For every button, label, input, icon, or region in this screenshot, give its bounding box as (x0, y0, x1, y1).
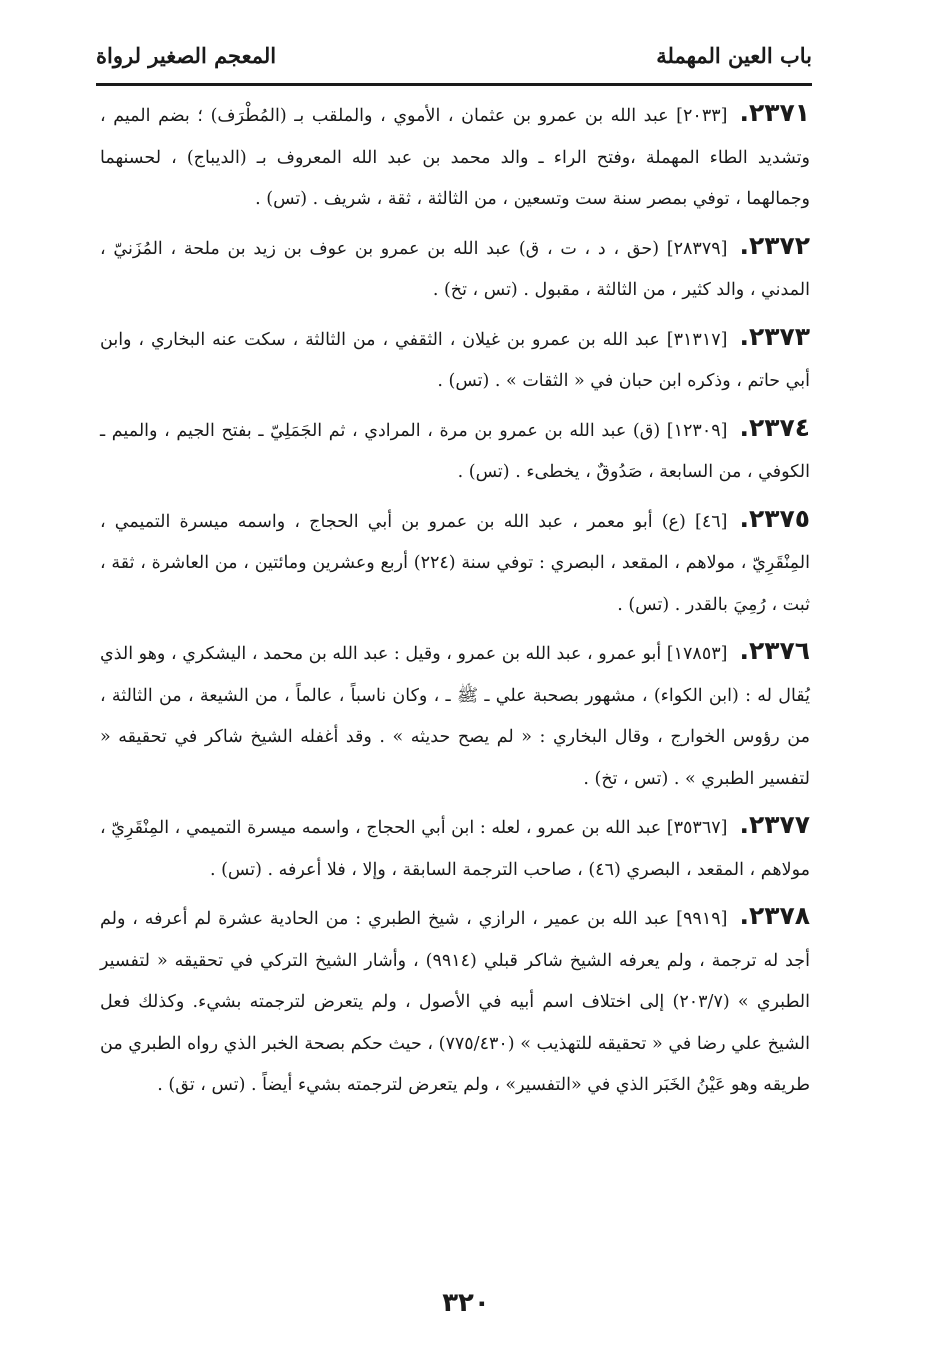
entry-text: [٢٨٣٧٩] (حق ، د ، ت ، ق) عبد الله بن عمرو بن عوف بن زيد بن ملحة ، المُزَنيّ ، المدني ، والد كثير ، من الثالثة ، مقبول . (تس ، تخ) . (100, 238, 810, 300)
chapter-title: باب العين المهملة (656, 42, 812, 68)
entries-list (100, 92, 810, 1111)
entry-number: ٢٣٧٣. (739, 321, 810, 351)
entry-text: [١٢٣٠٩] (ق) عبد الله بن عمرو بن مرة ، المرادي ، ثم الجَمَلِيّ ـ بفتح الجيم ، والميم ـ الكوفي ، من السابعة ، صَدُوقٌ ، يخطىء . (تس) . (100, 420, 810, 482)
entry-2376 (100, 630, 810, 800)
book-title: المعجم الصغير لرواة (96, 42, 277, 68)
entry-number: ٢٣٧١. (739, 98, 810, 127)
entry-text: [٤٦] (ع) أبو معمر ، عبد الله بن عمرو بن أبي الحجاج ، واسمه ميسرة التميمي ، المِنْقَرِيّ ، مولاهم ، المقعد ، البصري : توفي سنة (٢٢٤) أربع وعشرين ومائتين ، من العاشرة ، ثقة ، ثبت ، رُمِيَ بالقدر . (تس) . (100, 511, 810, 615)
entry-text: [٣١٣١٧] عبد الله بن عمرو بن غيلان ، الثقفي ، من الثالثة ، سكت عنه البخاري ، وابن أبي حاتم ، وذكره ابن حبان في « الثقات » . (تس) . (100, 329, 810, 391)
entry-number: ٢٣٧٢. (739, 230, 810, 260)
entry-2375 (100, 498, 810, 627)
entry-number: ٢٣٧٥. (739, 503, 810, 533)
entry-2374 (100, 407, 810, 494)
entry-text: [٩٩١٩] عبد الله بن عمير ، الرازي ، شيخ الطبري : من الحادية عشرة لم أعرفه ، ولم أجد له ترجمة ، ولم يعرفه الشيخ شاكر قبلي (٩٩١٤) ، وأشار الشيخ التركي في تحقيقه « لتفسير الطبري » (٢٠٣/٧) إلى اختلاف اسم أبيه في الأصول ، ولم يتعرض لترجمته بشيء. وكذلك فعل الشيخ علي رضا في « تحقيقه للتهذيب » (٧٧٥/٤٣٠) ، حيث حكم بصحة الخبر الذي رواه الطبري من طريقه وهو عَيْنُ الخَبَر الذي في «التفسير» ، ولم يتعرض لترجمته بشيء أيضاً . (تس ، تق) . (100, 909, 811, 1095)
header-divider (96, 83, 812, 86)
running-header (96, 30, 812, 80)
entry-number: ٢٣٧٤. (739, 412, 810, 442)
entry-number: ٢٣٧٦. (739, 636, 810, 665)
page-number: ٣٢٠ (442, 1288, 490, 1318)
entry-text: [٣٥٣٦٧] عبد الله بن عمرو ، لعله : ابن أبي الحجاج ، واسمه ميسرة التميمي ، المِنْقَرِيّ ، مولاهم ، المقعد ، البصري (٤٦) ، صاحب الترجمة السابقة ، وإلا ، فلا أعرفه . (تس) . (100, 818, 810, 880)
entry-2373 (100, 316, 810, 403)
entry-text: [١٧٨٥٣] أبو عمرو ، عبد الله بن عمرو ، وقيل : عبد الله بن محمد ، اليشكري ، وهو الذي يُقال له : (ابن الكواء) ، مشهور بصحبة علي ـ ﷺ ـ ، وكان ناسباً ، عالماً ، من الشيعة ، من الثالثة ، من رؤوس الخوارج ، وقال البخاري : « لم يصح حديثه » . وقد أغفله الشيخ شاكر في تحقيقه « لتفسير الطبري » . (تس ، تخ) . (100, 644, 810, 789)
entry-number: ٢٣٧٧. (739, 810, 810, 839)
entry-text: [٢٠٣٣] عبد الله بن عمرو بن عثمان ، الأموي ، والملقب بـ (المُطْرَف) ؛ بضم الميم ، وتشديد الطاء المهملة ،وفتح الراء ـ والد محمد بن عبد الله المعروف بـ (الديباج) ، لحسنهما وجمالهما ، توفي بمصر سنة ست وتسعين ، من الثالثة ، ثقة ، شريف . (تس) . (100, 106, 810, 209)
entry-2371 (100, 92, 810, 221)
entry-2372 (100, 225, 810, 312)
entry-2378 (100, 895, 810, 1107)
entry-2377 (100, 804, 810, 891)
entry-number: ٢٣٧٨. (739, 901, 810, 930)
